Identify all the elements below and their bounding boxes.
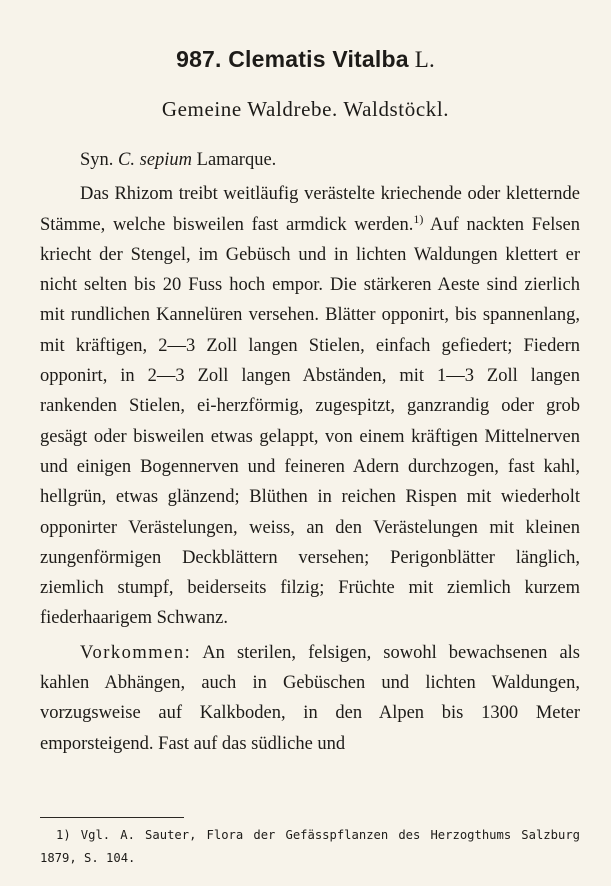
species-number: 987. [176, 46, 222, 72]
species-author: L. [414, 47, 435, 72]
synonym-paragraph [40, 145, 580, 175]
description-part1: Das Rhizom treibt weitläufig verästelte kriechende oder kletternde Stämme, welche bisweilen fast armdick werden. [40, 184, 580, 235]
common-names: Gemeine Waldrebe. Waldstöckl. [161, 97, 450, 121]
occurrence-paragraph [40, 638, 580, 759]
species-heading [0, 44, 611, 75]
occurrence-text: An sterilen, felsigen, sowohl bewachsenen als kahlen Abhängen, auch in Gebüschen und lichten Waldungen, vorzugsweise auf Kalkboden, in den Alpen bis 1300 Meter emporsteigend. Fast auf das südliche und [40, 642, 580, 754]
footnote: 1) Vgl. A. Sauter, Flora der Gefässpflanzen des Herzogthums Salzburg 1879, S. 104. [40, 828, 580, 865]
main-text [40, 145, 580, 759]
footnote-divider [40, 817, 184, 818]
description-part2: Auf nackten Felsen kriecht der Stengel, im Gebüsch und in lichten Waldungen klettert er nicht selten bis 20 Fuss hoch empor. Die stärkeren Aeste sind zierlich mit rundlichen Kannelüren versehen. Blätter opponirt, bis spannenlang, mit kräftigen, 2—3 Zoll langen Stielen, einfach gefiedert; Fiedern opponirt, in 2—3 Zoll langen Abständen, mit 1—3 Zoll langen rankenden Stielen, ei-herzförmig, zugespitzt, ganzrandig oder grob gesägt oder bisweilen etwas gelappt, von einem kräftigen Mittelnerven und einigen Bogennerven und feineren Adern durchzogen, fast kahl, hellgrün, etwas glänzend; Blüthen in reichen Rispen mit wiederholt opponirter Verästelungen, weiss, an den Verästelungen mit kleinen zungenförmigen Deckblättern versehen; Perigonblätter länglich, ziemlich stumpf, beiderseits filzig; Früchte mit ziemlich kurzem fiederhaarigem Schwanz. [40, 214, 580, 629]
synonym-name: C. sepium [118, 150, 193, 170]
synonym-author: Lamarque. [196, 150, 277, 170]
synonym-prefix: Syn. [80, 150, 114, 170]
occurrence-label: Vorkommen: [80, 642, 192, 663]
species-name: Clematis Vitalba [228, 46, 409, 72]
description-paragraph [40, 179, 580, 633]
footnote-reference[interactable]: 1) [413, 211, 424, 226]
